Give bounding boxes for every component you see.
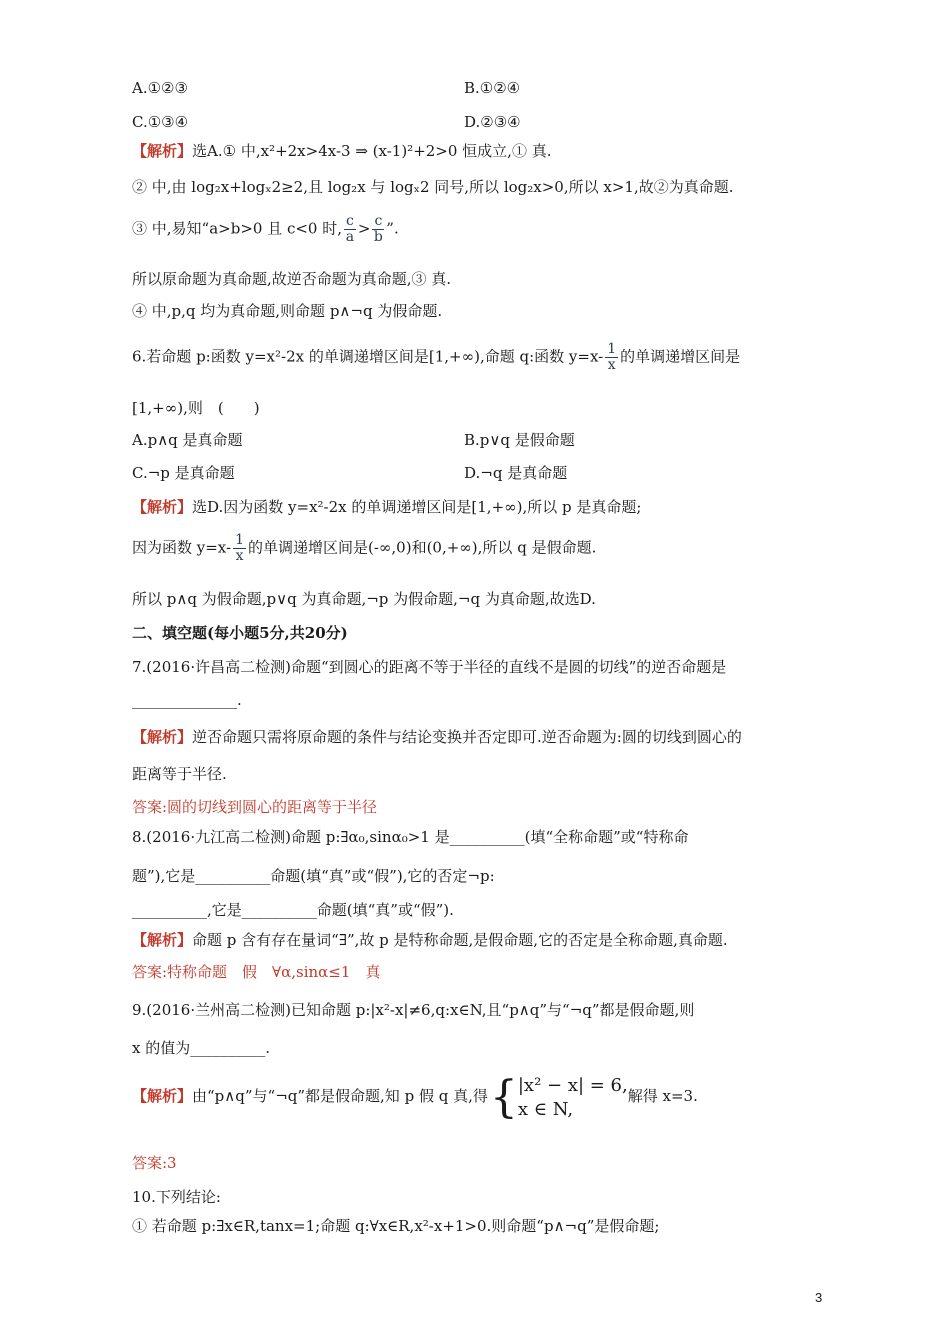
q6-option-a: A.p∧q 是真命题 B.p∨q 是假命题 [132,431,575,449]
equation-row-1: |x² − x| = 6, [517,1074,628,1096]
q9-stem-line-1: 9.(2016·兰州高二检测)已知命题 p:|x²-x|≠6,q:x∈N,且“p∧q”与“¬q”都是假命题,则 [132,1001,695,1019]
q8-stem-line-2: 题”),它是__________命题(填“真”或“假”),它的否定¬p: [132,867,495,885]
q8-answer: 答案:特称命题 假 ∀α,sinα≤1 真 [132,963,381,981]
section-heading: 二、填空题(每小题5分,共20分) [132,624,348,642]
q6-option-d: D.¬q 是真命题 [464,464,568,482]
analysis-tag: 【解析】 [132,728,193,746]
q5-option-b: B.①②④ [464,79,521,97]
q6-option-c: C.¬p 是真命题 D.¬q 是真命题 [132,464,568,482]
q10-stem-line-1: 10.下列结论: [132,1188,221,1206]
fraction-c-over-b: $\frac{c}{b}$ [373,213,383,245]
q6-analysis-line-2: 因为函数 y=x- $\frac{1}{x}$ 的单调递增区间是(-∞,0)和(0,+∞),所以 q 是假命题. [132,532,597,564]
q7-stem-line-2: ______________. [132,691,242,709]
equation-row-2: x ∈ N, [517,1098,574,1120]
q6-analysis-line-3: 所以 p∧q 为假命题,p∨q 为真命题,¬p 为假命题,¬q 为真命题,故选D. [132,590,596,608]
page-number: 3 [815,1290,823,1305]
q9-stem-line-2: x 的值为__________. [132,1039,270,1057]
q7-analysis-line-1: 【解析】逆否命题只需将原命题的条件与结论变换并否定即可.逆否命题为:圆的切线到圆心的 [132,728,742,746]
q5-option-c: C.①③④ D.②③④ [132,113,521,131]
q5-analysis-line-3: ③ 中,易知“a>b>0 且 c<0 时, $\frac{c}{a}$ > $\frac{c}{b}$ ”. [132,213,399,245]
q5-analysis-line-2: ② 中,由 log₂x+logₓ2≥2,且 log₂x 与 logₓ2 同号,所以 log₂x>0,所以 x>1,故②为真命题. [132,178,734,196]
q7-answer: 答案:圆的切线到圆心的距离等于半径 [132,798,378,816]
q8-stem-line-3: __________,它是__________命题(填“真”或“假”). [132,901,454,919]
q6-option-b: B.p∨q 是假命题 [464,431,575,449]
q9-answer: 答案:3 [132,1154,177,1172]
q5-analysis-line-4: 所以原命题为真命题,故逆否命题为真命题,③ 真. [132,270,452,288]
analysis-tag: 【解析】 [132,1087,193,1105]
equation-system [490,1073,628,1122]
q5-option-a: A.①②③ B.①②④ [132,79,521,97]
q10-stem-line-2: ① 若命题 p:∃x∈R,tanx=1;命题 q:∀x∈R,x²-x+1>0.则命题“p∧¬q”是假命题; [132,1217,660,1235]
q5-option-d: D.②③④ [464,113,521,131]
analysis-tag: 【解析】 [132,498,193,516]
fraction-1-over-x: $\frac{1}{x}$ [235,532,244,564]
q7-stem-line-1: 7.(2016·许昌高二检测)命题“到圆心的距离不等于半径的直线不是圆的切线”的逆否命题是 [132,658,727,676]
q8-analysis-line-1: 【解析】命题 p 含有存在量词“∃”,故 p 是特称命题,是假命题,它的否定是全称命题,真命题. [132,931,728,949]
analysis-tag: 【解析】 [132,142,193,160]
q5-analysis-line-1: 【解析】选A.① 中,x²+2x>4x-3 ⇒ (x-1)²+2>0 恒成立,① 真. [132,142,552,160]
left-brace-icon: { [489,1071,518,1123]
fraction-1-over-x: $\frac{1}{x}$ [607,341,617,373]
q5-analysis-line-5: ④ 中,p,q 均为真命题,则命题 p∧¬q 为假命题. [132,302,443,320]
q7-analysis-line-2: 距离等于半径. [132,765,227,783]
q8-stem-line-1: 8.(2016·九江高二检测)命题 p:∃α₀,sinα₀>1 是__________(填“全称命题”或“特称命 [132,828,689,846]
q6-stem-line-1: 6.若命题 p:函数 y=x²-2x 的单调递增区间是[1,+∞),命题 q:函数 y=x- $\frac{1}{x}$ 的单调递增区间是 [132,341,741,373]
fraction-c-over-a: $\frac{c}{a}$ [345,213,355,245]
q6-stem-line-2: [1,+∞),则 ( ) [132,399,260,417]
analysis-tag: 【解析】 [132,931,193,949]
q9-analysis-line: 【解析】由“p∧q”与“¬q”都是假命题,知 p 假 q 真,得{ |x² − x| = 6, x ∈ N, 解得 x=3. [132,1071,698,1123]
q6-analysis-line-1: 【解析】选D.因为函数 y=x²-2x 的单调递增区间是[1,+∞),所以 p 是真命题; [132,498,642,516]
